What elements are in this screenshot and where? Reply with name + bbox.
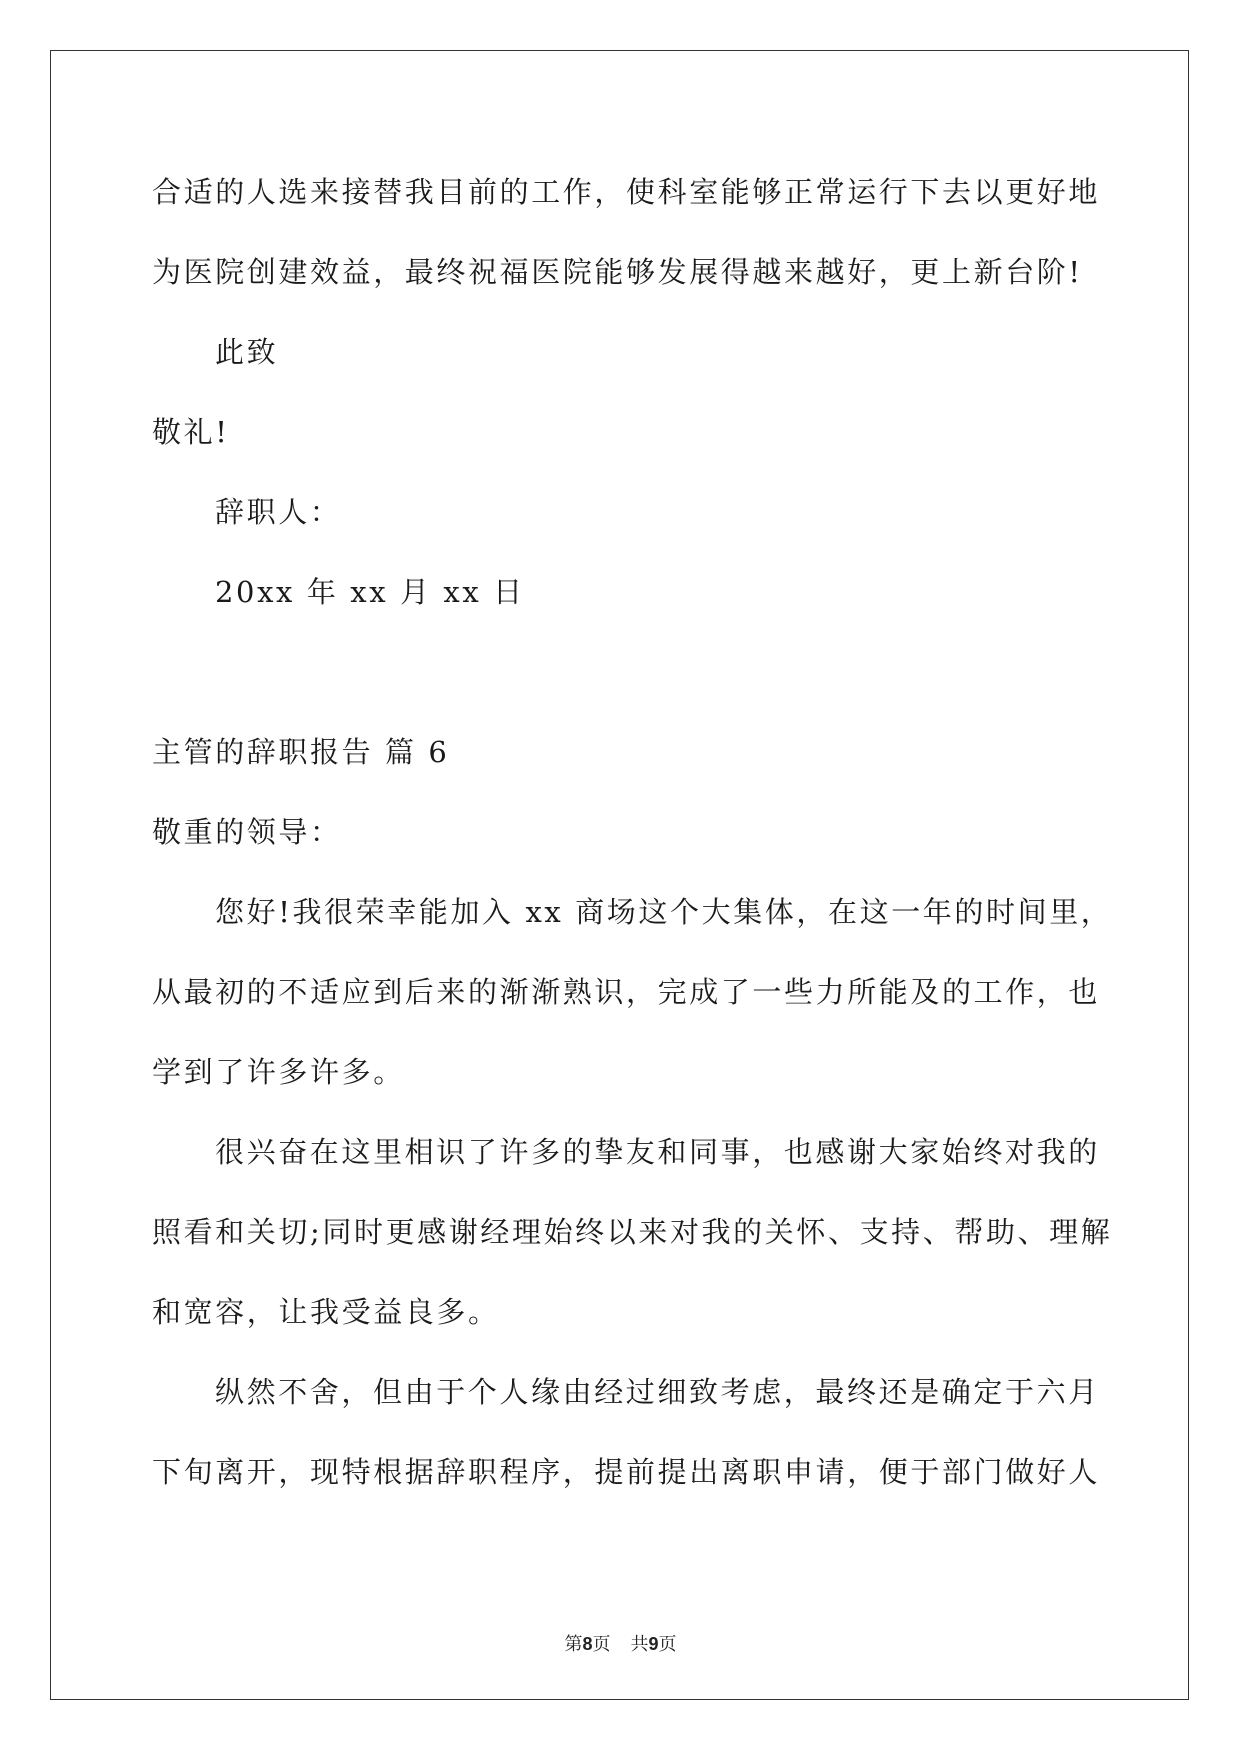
paragraph-line: 和宽容，让我受益良多。 <box>152 1295 500 1329</box>
closing-salutation: 此致 <box>215 335 279 369</box>
greeting: 敬重的领导： <box>152 815 342 849</box>
paragraph-line: 照看和关切;同时更感谢经理始终以来对我的关怀、支持、帮助、理解 <box>152 1215 1113 1249</box>
paragraph-line: 下旬离开，现特根据辞职程序，提前提出离职申请，便于部门做好人 <box>152 1455 1101 1489</box>
section-heading: 主管的辞职报告 篇 6 <box>152 735 450 769</box>
paragraph-line: 为医院创建效益，最终祝福医院能够发展得越来越好，更上新台阶! <box>152 255 1083 289</box>
paragraph-line: 纵然不舍，但由于个人缘由经过细致考虑，最终还是确定于六月 <box>215 1375 1100 1409</box>
paragraph-line: 学到了许多许多。 <box>152 1055 405 1089</box>
paragraph-line: 您好!我很荣幸能加入 xx 商场这个大集体，在这一年的时间里， <box>215 895 1113 929</box>
total-page-number: 9 <box>648 1634 659 1654</box>
paragraph-line: 从最初的不适应到后来的渐渐熟识，完成了一些力所能及的工作，也 <box>152 975 1101 1009</box>
closing-respect: 敬礼! <box>152 415 230 449</box>
signature-label: 辞职人： <box>215 495 342 529</box>
paragraph-line: 很兴奋在这里相识了许多的挚友和同事，也感谢大家始终对我的 <box>215 1135 1100 1169</box>
current-page-number: 8 <box>582 1634 593 1654</box>
page-footer <box>0 1630 1241 1656</box>
page-suffix: 页 <box>592 1634 611 1655</box>
total-prefix: 共 <box>630 1634 649 1655</box>
paragraph-line: 合适的人选来接替我目前的工作，使科室能够正常运行下去以更好地 <box>152 175 1101 209</box>
date-line: 20xx 年 xx 月 xx 日 <box>215 575 525 609</box>
page-prefix: 第 <box>564 1634 583 1655</box>
total-suffix: 页 <box>658 1634 677 1655</box>
